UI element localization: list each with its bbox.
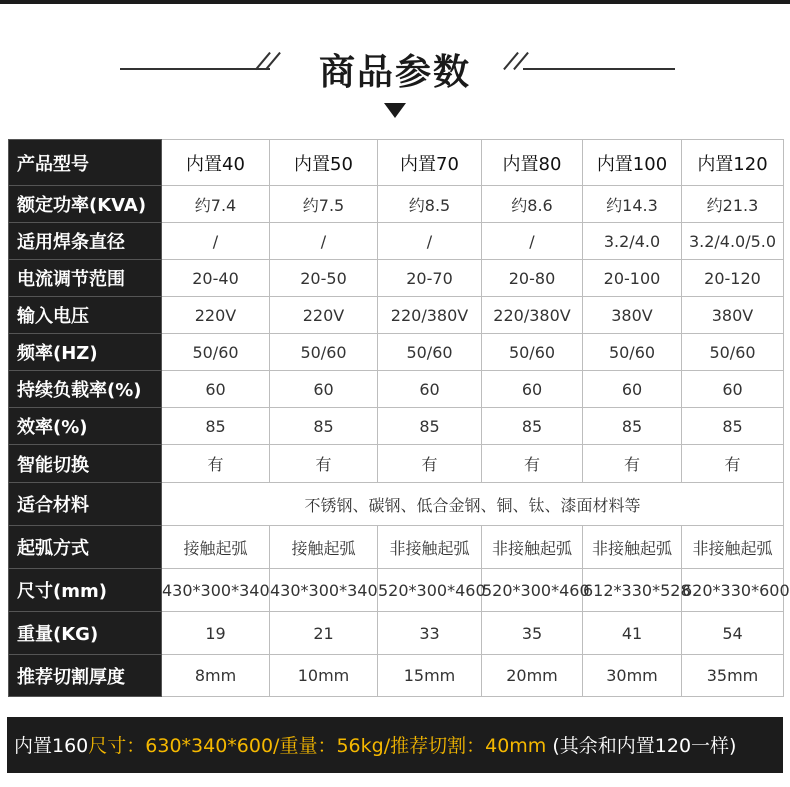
model-cell: 内置70 xyxy=(378,140,482,186)
value-cell: 60 xyxy=(162,371,270,408)
footer-model: 内置160 xyxy=(14,735,89,757)
table-row xyxy=(9,526,784,569)
row-label: 推荐切割厚度 xyxy=(9,655,162,697)
section-header xyxy=(0,40,790,100)
value-cell: 接触起弧 xyxy=(162,526,270,569)
table-row xyxy=(9,371,784,408)
value-cell: 612*330*528 xyxy=(583,569,682,612)
table-row xyxy=(9,334,784,371)
table-row xyxy=(9,408,784,445)
footer-remark: (其余和内置120一样) xyxy=(552,735,737,757)
table-row-materials xyxy=(9,483,784,526)
value-cell: 约7.5 xyxy=(270,186,378,223)
table-row xyxy=(9,612,784,655)
value-cell: 3.2/4.0 xyxy=(583,223,682,260)
value-cell: 520*300*460 xyxy=(378,569,482,612)
value-cell: 60 xyxy=(682,371,784,408)
value-cell: 约8.5 xyxy=(378,186,482,223)
row-label: 适用焊条直径 xyxy=(9,223,162,260)
footer-note xyxy=(14,731,736,758)
value-cell: 非接触起弧 xyxy=(482,526,583,569)
row-label: 尺寸(mm) xyxy=(9,569,162,612)
value-cell: 85 xyxy=(682,408,784,445)
value-cell: 85 xyxy=(378,408,482,445)
value-cell: 15mm xyxy=(378,655,482,697)
divider-right xyxy=(523,68,675,70)
value-cell: 220V xyxy=(162,297,270,334)
value-cell: 有 xyxy=(682,445,784,483)
value-cell: 有 xyxy=(162,445,270,483)
value-cell: 3.2/4.0/5.0 xyxy=(682,223,784,260)
model-cell: 内置50 xyxy=(270,140,378,186)
value-cell: 约8.6 xyxy=(482,186,583,223)
value-cell: 60 xyxy=(378,371,482,408)
row-label: 效率(%) xyxy=(9,408,162,445)
row-label: 电流调节范围 xyxy=(9,260,162,297)
value-cell: 有 xyxy=(378,445,482,483)
spec-table xyxy=(8,139,790,697)
materials-cell: 不锈钢、碳钢、低合金钢、铜、钛、漆面材料等 xyxy=(162,483,784,526)
value-cell: 约21.3 xyxy=(682,186,784,223)
row-label: 频率(HZ) xyxy=(9,334,162,371)
value-cell: 非接触起弧 xyxy=(378,526,482,569)
value-cell: 220/380V xyxy=(378,297,482,334)
value-cell: 85 xyxy=(270,408,378,445)
value-cell: 60 xyxy=(583,371,682,408)
value-cell: 20mm xyxy=(482,655,583,697)
value-cell: 21 xyxy=(270,612,378,655)
value-cell: 33 xyxy=(378,612,482,655)
value-cell: 约7.4 xyxy=(162,186,270,223)
value-cell: 20-120 xyxy=(682,260,784,297)
footer-details: 尺寸：630*340*600/重量：56kg/推荐切割：40mm xyxy=(88,735,547,757)
value-cell: 60 xyxy=(482,371,583,408)
model-cell: 内置80 xyxy=(482,140,583,186)
value-cell: 520*300*460 xyxy=(482,569,583,612)
model-cell: 内置120 xyxy=(682,140,784,186)
value-cell: 有 xyxy=(270,445,378,483)
value-cell: 20-80 xyxy=(482,260,583,297)
table-row xyxy=(9,655,784,697)
value-cell: / xyxy=(378,223,482,260)
row-label: 产品型号 xyxy=(9,140,162,186)
value-cell: 50/60 xyxy=(682,334,784,371)
value-cell: 430*300*340 xyxy=(162,569,270,612)
value-cell: 220V xyxy=(270,297,378,334)
value-cell: 20-40 xyxy=(162,260,270,297)
value-cell: 有 xyxy=(583,445,682,483)
value-cell: / xyxy=(162,223,270,260)
value-cell: 41 xyxy=(583,612,682,655)
value-cell: 35mm xyxy=(682,655,784,697)
value-cell: 50/60 xyxy=(482,334,583,371)
model-cell: 内置100 xyxy=(583,140,682,186)
value-cell: 非接触起弧 xyxy=(682,526,784,569)
table-row xyxy=(9,297,784,334)
row-label: 持续负载率(%) xyxy=(9,371,162,408)
value-cell: 有 xyxy=(482,445,583,483)
table-row xyxy=(9,186,784,223)
value-cell: 10mm xyxy=(270,655,378,697)
value-cell: 85 xyxy=(162,408,270,445)
table-row xyxy=(9,569,784,612)
value-cell: 30mm xyxy=(583,655,682,697)
row-label: 重量(KG) xyxy=(9,612,162,655)
value-cell: 50/60 xyxy=(378,334,482,371)
spec-table-body xyxy=(9,140,790,697)
value-cell: 约14.3 xyxy=(583,186,682,223)
table-row xyxy=(9,223,784,260)
table-row-header xyxy=(9,140,784,186)
value-cell: 20-50 xyxy=(270,260,378,297)
row-label: 适合材料 xyxy=(9,483,162,526)
row-label: 智能切换 xyxy=(9,445,162,483)
value-cell: 20-70 xyxy=(378,260,482,297)
value-cell: 620*330*600 xyxy=(682,569,784,612)
row-label: 额定功率(KVA) xyxy=(9,186,162,223)
row-label: 起弧方式 xyxy=(9,526,162,569)
value-cell: 20-100 xyxy=(583,260,682,297)
table-row xyxy=(9,445,784,483)
value-cell: 8mm xyxy=(162,655,270,697)
value-cell: 380V xyxy=(682,297,784,334)
value-cell: 非接触起弧 xyxy=(583,526,682,569)
value-cell: 85 xyxy=(583,408,682,445)
value-cell: 380V xyxy=(583,297,682,334)
down-arrow-icon xyxy=(384,103,406,118)
value-cell: 60 xyxy=(270,371,378,408)
page-title: 商品参数 xyxy=(318,52,471,93)
value-cell: / xyxy=(270,223,378,260)
value-cell: / xyxy=(482,223,583,260)
model-cell: 内置40 xyxy=(162,140,270,186)
value-cell: 50/60 xyxy=(162,334,270,371)
value-cell: 50/60 xyxy=(270,334,378,371)
value-cell: 接触起弧 xyxy=(270,526,378,569)
footer-banner xyxy=(7,717,783,773)
row-label: 输入电压 xyxy=(9,297,162,334)
value-cell: 19 xyxy=(162,612,270,655)
value-cell: 85 xyxy=(482,408,583,445)
top-border xyxy=(0,0,790,4)
value-cell: 50/60 xyxy=(583,334,682,371)
value-cell: 54 xyxy=(682,612,784,655)
value-cell: 430*300*340 xyxy=(270,569,378,612)
value-cell: 35 xyxy=(482,612,583,655)
table-row xyxy=(9,260,784,297)
value-cell: 220/380V xyxy=(482,297,583,334)
